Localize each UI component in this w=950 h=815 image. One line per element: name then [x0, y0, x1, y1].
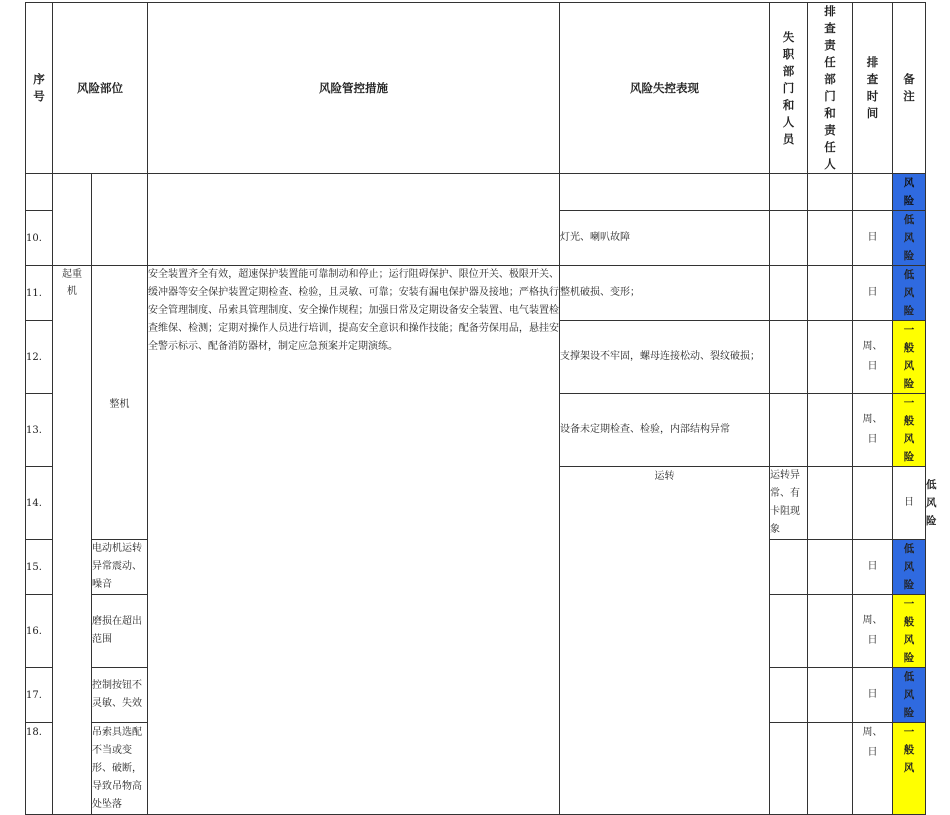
row-number: 15. [26, 540, 53, 595]
failure-description: 控制按钮不灵敏、失效 [92, 668, 148, 723]
failure-description: 支撑架设不牢固，螺母连接松动、裂纹破损； [560, 321, 770, 394]
check-time: 周、 日 [853, 595, 893, 668]
check-time: 周、 日 [853, 321, 893, 394]
check-time: 日 [893, 467, 926, 540]
risk-level-badge: 风 险 [893, 174, 926, 211]
cell-empty [808, 174, 853, 211]
cell-empty [808, 540, 853, 595]
cell-empty [853, 174, 893, 211]
check-time: 日 [853, 668, 893, 723]
risk-level-badge: 一 般 风 险 [893, 321, 926, 394]
check-time: 日 [853, 266, 893, 321]
sub-part-operation: 运转 [560, 467, 770, 815]
cell-empty [770, 723, 808, 815]
failure-description: 电动机运转异常震动、噪音 [92, 540, 148, 595]
cell-empty [770, 540, 808, 595]
control-measures: 安全装置齐全有效，超速保护装置能可靠制动和停止；运行阻碍保护、限位开关、极限开关、缓冲器等安全保护装置定期检查、检验，且灵敏、可靠；安装有漏电保护器及接地；严格执行安全管理制度、吊索具管理制度、安全操作规程；加强日常及定期设备安全装置、电气装置检查维保、检测；定期对操作人员进行培训，提高安全意识和操作技能；配备劳保用品，悬挂安全警示标示、配备消防器材，制定应急预案并定期演练。 [148, 266, 560, 815]
header-check-time: 排 查 时 间 [853, 3, 893, 174]
failure-description: 设备未定期检查、检验，内部结构异常 [560, 394, 770, 467]
risk-level-badge: 低 风 险 [893, 540, 926, 595]
cell-empty [770, 394, 808, 467]
header-note: 备 注 [893, 3, 926, 174]
row-number: 12. [26, 321, 53, 394]
check-time: 周、 日 [853, 394, 893, 467]
risk-control-table [25, 2, 937, 815]
risk-level-badge: 一 般 风 险 [893, 595, 926, 668]
row-number: 16. [26, 595, 53, 668]
risk-level-badge: 一 般 风 [893, 723, 926, 815]
header-part: 风险部位 [53, 3, 148, 174]
cell-empty [808, 723, 853, 815]
cell-empty [770, 595, 808, 668]
cell-empty [770, 211, 808, 266]
table-row [26, 266, 926, 321]
cell-empty [808, 266, 853, 321]
header-seq: 序 号 [26, 3, 53, 174]
cell-empty [770, 266, 808, 321]
cell-empty [808, 321, 853, 394]
risk-level-badge: 低 风 险 [893, 668, 926, 723]
cell-subpart-empty [92, 174, 148, 266]
cell-empty [560, 174, 770, 211]
sub-part-whole: 整机 [92, 266, 148, 540]
cell-empty [808, 595, 853, 668]
risk-level-badge: 一 般 风 险 [893, 394, 926, 467]
table-row: 14. 运转 运转异常、有卡阻现象 日 低 风 险 [26, 467, 926, 540]
row-number: 14. [26, 467, 53, 540]
cell-empty [808, 394, 853, 467]
cell-empty [808, 467, 853, 540]
header-failure: 风险失控表现 [560, 3, 770, 174]
failure-description: 灯光、喇叭故障 [560, 211, 770, 266]
row-number: 10. [26, 211, 53, 266]
failure-description: 整机破损、变形； [560, 266, 770, 321]
row-number: 13. [26, 394, 53, 467]
risk-level-badge: 低 风 险 [893, 266, 926, 321]
risk-level-badge: 低 风 险 [893, 211, 926, 266]
cell-empty [26, 174, 53, 211]
failure-description: 磨损在超出范围 [92, 595, 148, 668]
cell-empty [853, 467, 893, 540]
check-time: 周、 日 [853, 723, 893, 815]
failure-description: 运转异常、有卡阻现象 [770, 467, 808, 540]
row-number: 18. [26, 723, 53, 815]
cell-empty [808, 668, 853, 723]
table-row-carry [26, 174, 926, 211]
header-check-dept: 排 查 责 任 部 门 和 责 任 人 [808, 3, 853, 174]
row-number: 11. [26, 266, 53, 321]
cell-empty [808, 211, 853, 266]
cell-empty [770, 668, 808, 723]
row-number: 17. [26, 668, 53, 723]
header-dept: 失 职 部 门 和 人 员 [770, 3, 808, 174]
cell-empty [770, 321, 808, 394]
table-header-row [26, 3, 926, 174]
failure-description: 吊索具选配不当或变形、破断，导致吊物高处坠落 [92, 723, 148, 815]
cell-measures-empty [148, 174, 560, 266]
cell-empty [770, 174, 808, 211]
equipment-name: 起重 机 [53, 266, 92, 815]
check-time: 日 [853, 211, 893, 266]
cell-part-empty [53, 174, 92, 266]
check-time: 日 [853, 540, 893, 595]
header-measures: 风险管控措施 [148, 3, 560, 174]
